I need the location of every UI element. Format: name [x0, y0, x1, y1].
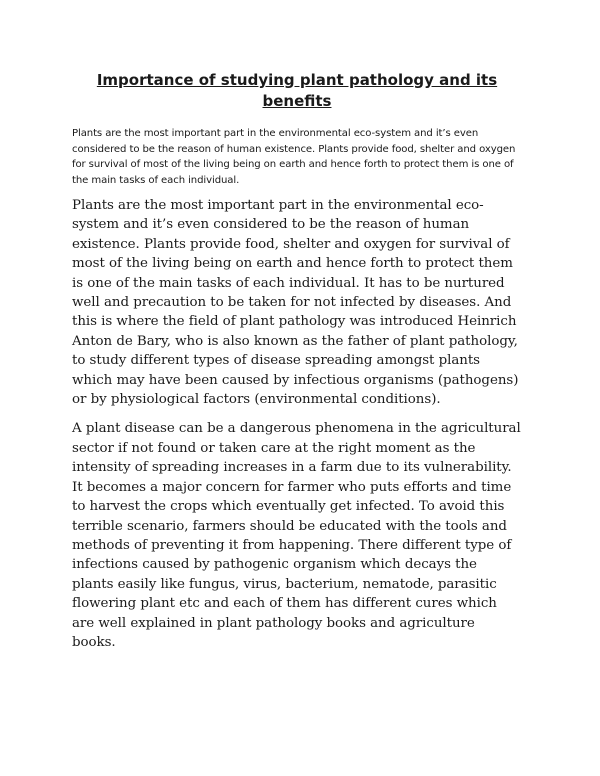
document-page [72, 70, 522, 662]
body-paragraph-2: A plant disease can be a dangerous phenomena in the agricultural sector if not found or taken care at the right moment as the intensity of spreading increases in a farm due to its vulnerability. It becomes a major concern for farmer who puts efforts and time to harvest the crops which eventually get infected. To avoid this terrible scenario, farmers should be educated with the tools and methods of preventing it from happening. There different type of infections caused by pathogenic organism which decays the plants easily like fungus, virus, bacterium, nematode, parasitic flowering plant etc and each of them has different cures which are well explained in plant pathology books and agriculture books. [72, 421, 521, 650]
abstract-paragraph: Plants are the most important part in the environmental eco-system and it’s even considered to be the reason of human existence. Plants provide food, shelter and oxygen for survival of most of the living being on earth and hence forth to protect them is one of the main tasks of each individual. [72, 128, 516, 186]
body-paragraph-1: Plants are the most important part in the environmental eco-system and it’s even considered to be the reason of human existence. Plants provide food, shelter and oxygen for survival of most of the living being on earth and hence forth to protect them is one of the main tasks of each individual. It has to be nurtured well and precaution to be taken for not infected by diseases. And this is where the field of plant pathology was introduced Heinrich Anton de Bary, who is also known as the father of plant pathology, to study different types of disease spreading amongst plants which may have been caused by infectious organisms (pathogens) or by physiological factors (environmental conditions). [72, 198, 519, 408]
document-title: Importance of studying plant pathology and its benefits [96, 71, 498, 110]
